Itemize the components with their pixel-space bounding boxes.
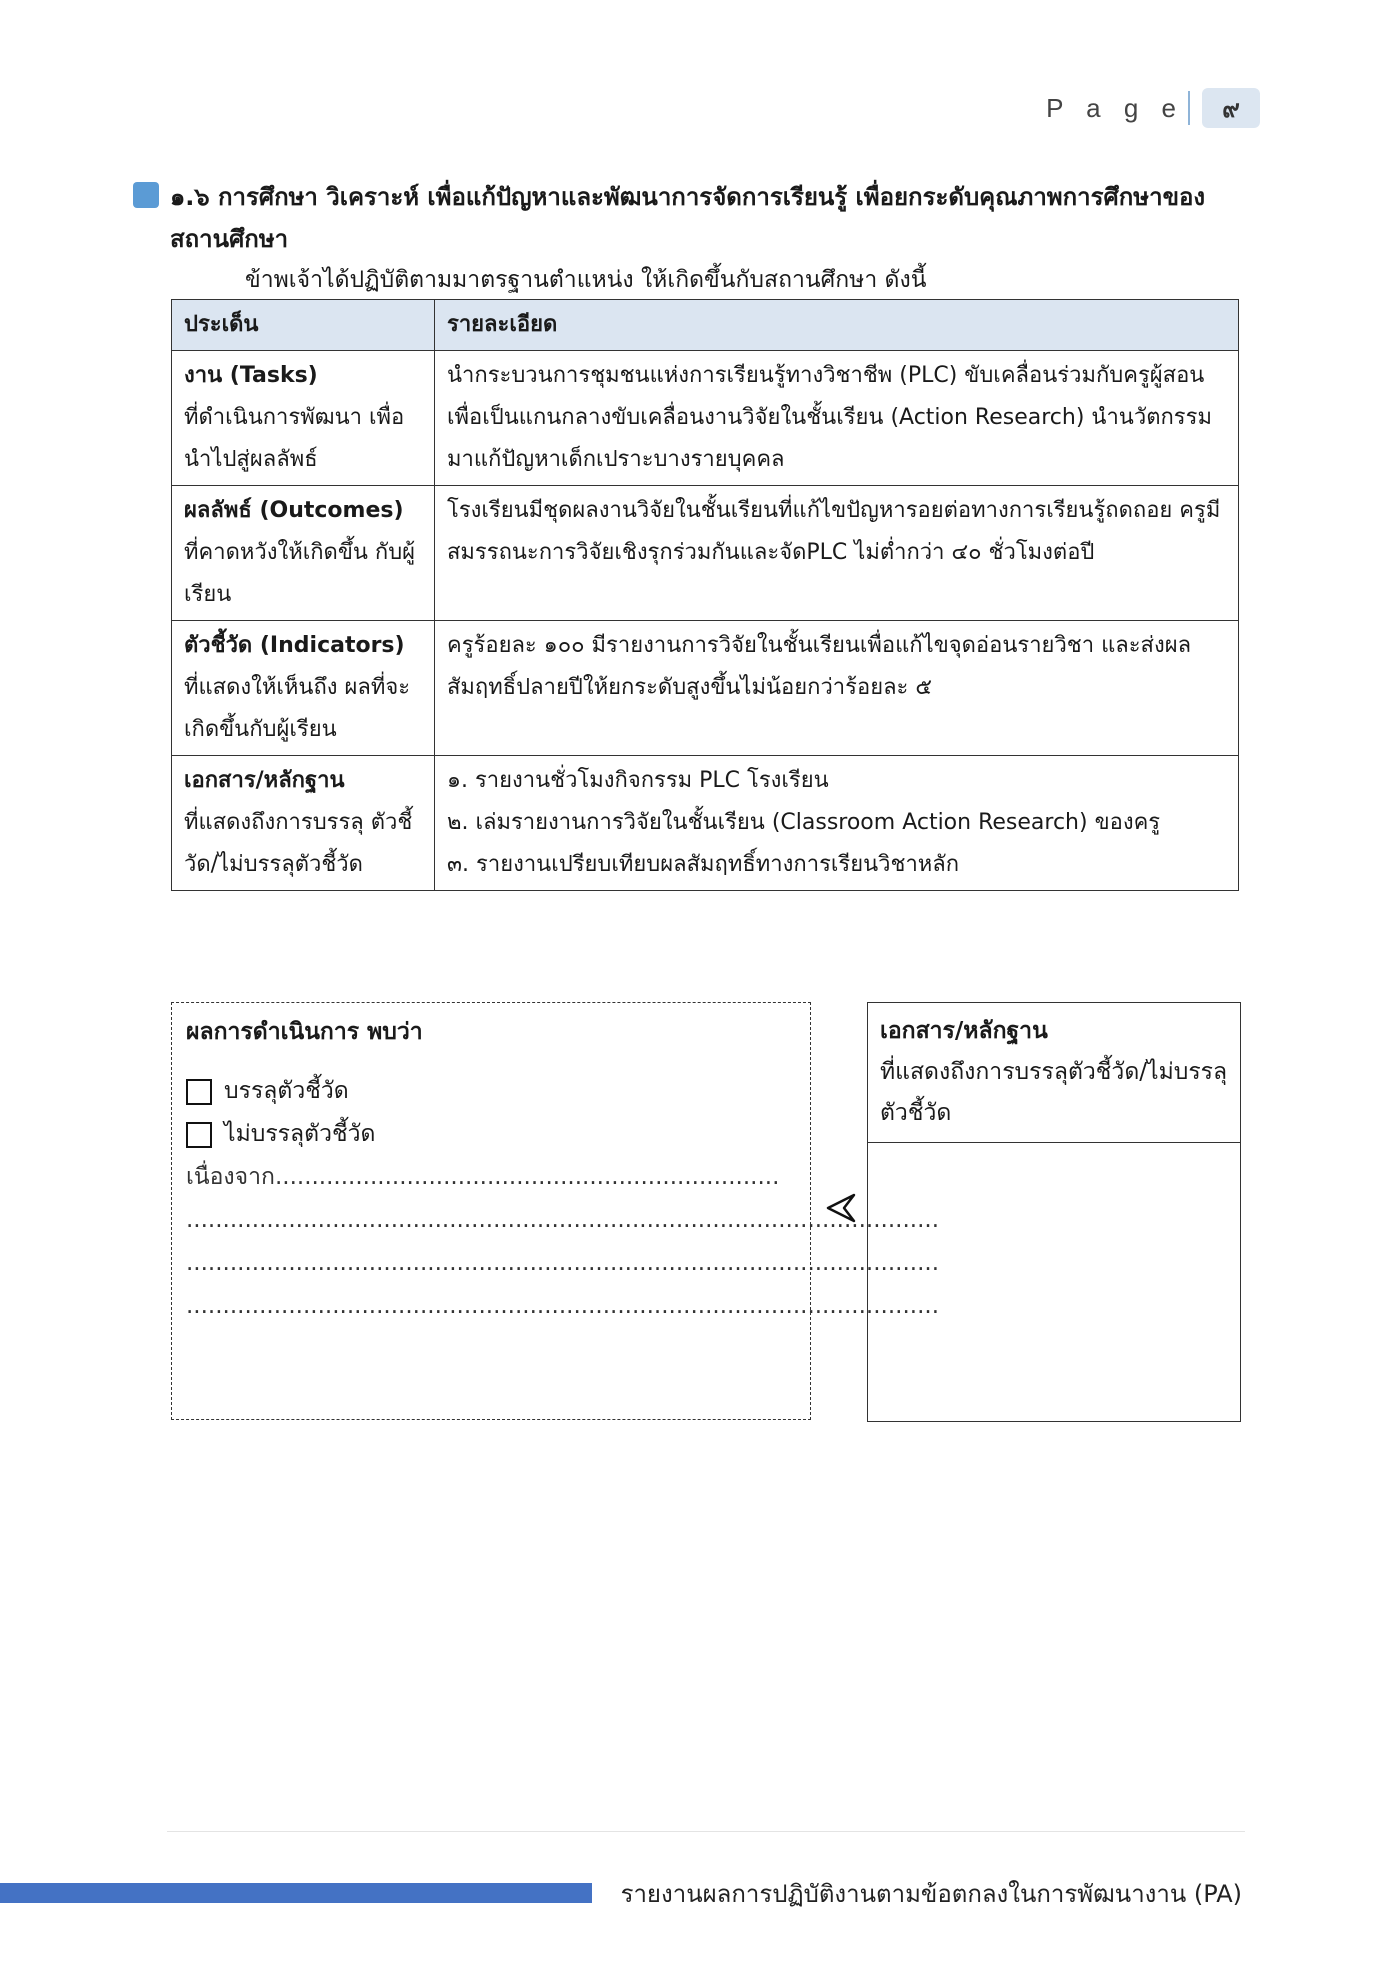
row-detail: โรงเรียนมีชุดผลงานวิจัยในชั้นเรียนที่แก้ไขปัญหารอยต่อทางการเรียนรู้ถดถอย ครูมีสมรรถนะการวิจัยเชิงรุกร่วมกันและจัดPLC ไม่ต่ำกว่า ๔๐ ชั่วโมงต่อปี	[435, 486, 1239, 621]
row-label-cell	[172, 486, 435, 621]
evidence-box	[867, 1002, 1241, 1422]
table-header-topic: ประเด็น	[172, 300, 435, 351]
option-not-met[interactable]	[186, 1113, 796, 1156]
footer-title: รายงานผลการปฏิบัติงานตามข้อตกลงในการพัฒนางาน (PA)	[620, 1880, 1242, 1908]
criteria-table	[171, 299, 1239, 891]
evidence-subtitle: ที่แสดงถึงการบรรลุตัวชี้วัด/ไม่บรรลุตัวชี้วัด	[880, 1059, 1228, 1126]
row-label: ตัวชี้วัด (Indicators)	[184, 633, 405, 658]
table-header-detail: รายละเอียด	[435, 300, 1239, 351]
row-sublabel: ที่แสดงให้เห็นถึง ผลที่จะเกิดขึ้นกับผู้เรียน	[184, 675, 411, 742]
row-detail	[435, 756, 1239, 891]
table-row	[172, 621, 1239, 756]
table-row	[172, 756, 1239, 891]
row-detail: ครูร้อยละ ๑๐๐ มีรายงานการวิจัยในชั้นเรียนเพื่อแก้ไขจุดอ่อนรายวิชา และส่งผลสัมฤทธิ์ปลายปีให้ยกระดับสูงขึ้นไม่น้อยกว่าร้อยละ ๕	[435, 621, 1239, 756]
table-row	[172, 351, 1239, 486]
row-label: เอกสาร/หลักฐาน	[184, 768, 345, 793]
page-separator	[1188, 91, 1190, 125]
blank-line: .......................................................................................................	[186, 1250, 940, 1276]
evidence-item: ๒. เล่มรายงานการวิจัยในชั้นเรียน (Classroom Action Research) ของครู	[447, 810, 1161, 835]
section-intro: ข้าพเจ้าได้ปฏิบัติตามมาตรฐานตำแหน่ง ให้เกิดขึ้นกับสถานศึกษา ดังนี้	[245, 267, 927, 293]
evidence-head	[868, 1003, 1240, 1143]
blank-line: .......................................................................................................	[186, 1293, 940, 1319]
met-label: บรรลุตัวชี้วัด	[224, 1078, 349, 1104]
page-header	[1046, 86, 1260, 130]
evidence-item: ๑. รายงานชั่วโมงกิจกรรม PLC โรงเรียน	[447, 768, 829, 793]
not-met-checkbox[interactable]	[186, 1122, 212, 1148]
row-detail: นำกระบวนการชุมชนแห่งการเรียนรู้ทางวิชาชีพ (PLC) ขับเคลื่อนร่วมกับครูผู้สอนเพื่อเป็นแกนกลางขับเคลื่อนงานวิจัยในชั้นเรียน (Action Research) นำนวัตกรรมมาแก้ปัญหาเด็กเปราะบางรายบุคคล	[435, 351, 1239, 486]
page-number: ๙	[1202, 88, 1260, 128]
row-sublabel: ที่แสดงถึงการบรรลุ ตัวชี้วัด/ไม่บรรลุตัวชี้วัด	[184, 810, 413, 877]
blank-line: .......................................................................................................	[186, 1207, 940, 1233]
table-header-row	[172, 300, 1239, 351]
result-box	[171, 1002, 940, 1420]
row-label-cell	[172, 351, 435, 486]
because-line: เนื่องจาก.....................................................................	[186, 1164, 780, 1190]
evidence-item: ๓. รายงานเปรียบเทียบผลสัมฤทธิ์ทางการเรียนวิชาหลัก	[447, 852, 960, 877]
page-label: P a g e	[1046, 92, 1184, 123]
row-label-cell	[172, 756, 435, 891]
result-title: ผลการดำเนินการ พบว่า	[186, 1019, 423, 1045]
arrow-icon-svg	[826, 1193, 856, 1223]
evidence-title: เอกสาร/หลักฐาน	[880, 1018, 1048, 1044]
not-met-label: ไม่บรรลุตัวชี้วัด	[224, 1121, 376, 1147]
row-sublabel: ที่คาดหวังให้เกิดขึ้น กับผู้เรียน	[184, 540, 416, 607]
section-marker-icon	[133, 182, 159, 208]
footer-accent-bar	[0, 1883, 592, 1903]
row-label: ผลลัพธ์ (Outcomes)	[184, 498, 404, 523]
option-met[interactable]	[186, 1070, 796, 1113]
row-sublabel: ที่ดำเนินการพัฒนา เพื่อนำไปสู่ผลลัพธ์	[184, 405, 405, 472]
met-checkbox[interactable]	[186, 1079, 212, 1105]
row-label-cell	[172, 621, 435, 756]
arrow-icon	[826, 1192, 856, 1232]
footer-divider	[167, 1831, 1245, 1832]
section-title: ๑.๖ การศึกษา วิเคราะห์ เพื่อแก้ปัญหาและพัฒนาการจัดการเรียนรู้ เพื่อยกระดับคุณภาพการศึกษาของสถานศึกษา	[170, 183, 1206, 253]
row-label: งาน (Tasks)	[184, 363, 318, 388]
table-row	[172, 486, 1239, 621]
